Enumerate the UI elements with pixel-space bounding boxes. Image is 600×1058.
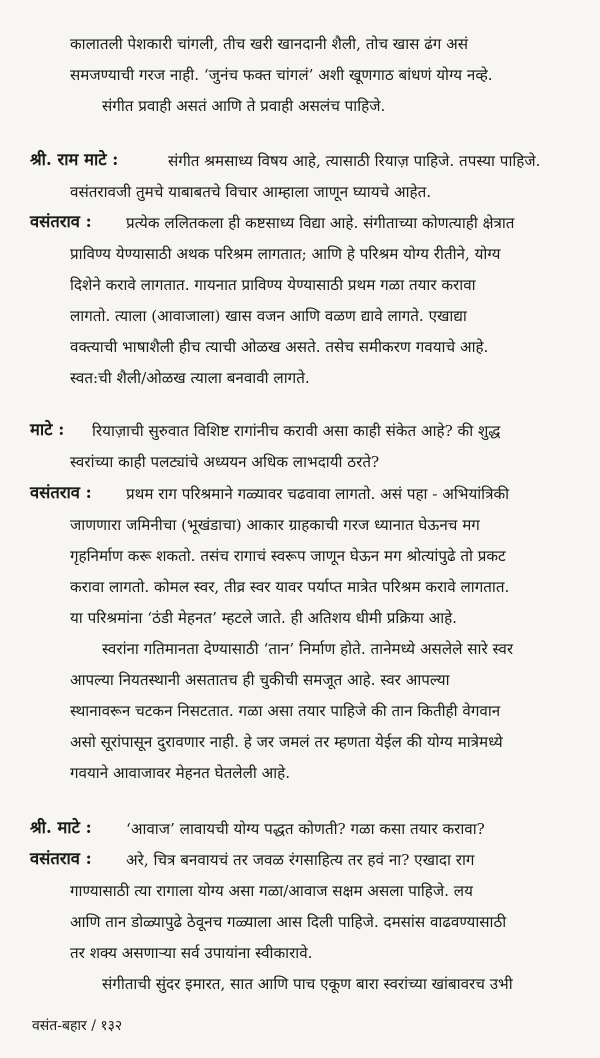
text-line: संगीत श्रमसाध्य विषय आहे, त्यासाठी रियाज़ पाहिजे. तपस्या पाहिजे. (168, 152, 541, 170)
text-line: स्वरांना गतिमानता देण्यासाठी ‘तान’ निर्माण होते. तानेमध्ये असलेले सारे स्वर (102, 640, 514, 658)
text-line: तर शक्य असणाऱ्या सर्व उपायांना स्वीकारावे. (70, 944, 313, 962)
text-line: कालातली पेशकारी चांगली, तीच खरी खानदानी शैली, तोच खास ढंग असं (70, 35, 469, 53)
text-line: दिशेने करावे लागतात. गायनात प्राविण्य येण्यासाठी प्रथम गळा तयार करावा (70, 276, 476, 294)
text-line: आणि तान डोळ्यापुढे ठेवूनच गळ्याला आस दिली पाहिजे. दमसांस वाढवण्यासाठी (70, 913, 507, 931)
text-line: ‘आवाज’ लावायची योग्य पद्धत कोणती? गळा कसा तयार करावा? (126, 820, 485, 838)
text-line: स्वरांच्या काही पलट्यांचे अध्ययन अधिक लाभदायी ठरते? (70, 453, 380, 471)
text-line: प्रथम राग परिश्रमाने गळ्यावर चढवावा लागतो. असं पहा - अभियांत्रिकी (126, 485, 510, 503)
text-line: आपल्या नियतस्थानी असतातच ही चुकीची समजूत आहे. स्वर आपल्या (70, 671, 450, 689)
text-line: लागतो. त्याला (आवाजाला) खास वजन आणि वळण द्यावे लागते. एखाद्या (70, 307, 467, 325)
speaker-name: माटे : (30, 420, 65, 439)
text-line: प्राविण्य येण्यासाठी अथक परिश्रम लागतात; आणि हे परिश्रम योग्य रीतीने, योग्य (70, 245, 501, 263)
text-line: समजण्याची गरज नाही. ‘जुनंच फक्त चांगलं’ अशी खूणगाठ बांधणं योग्य नव्हे. (70, 66, 493, 84)
text-line: अरे, चित्र बनवायचं तर जवळ रंगसाहित्य तर हवं ना? एखादा राग (126, 851, 475, 869)
text-line: स्वत:ची शैली/ओळख त्याला बनवावी लागते. (70, 369, 310, 387)
text-line: जाणणारा जमिनीचा (भूखंडाचा) आकार ग्राहकाची गरज ध्यानात घेऊनच मग (70, 516, 480, 534)
speaker-name: श्री. राम माटे : (30, 150, 119, 169)
text-line: प्रत्येक ललितकला ही कष्टसाध्य विद्या आहे. संगीताच्या कोणत्याही क्षेत्रात (126, 214, 515, 232)
text-line: वसंतरावजी तुमचे याबाबतचे विचार आम्हाला जाणून घ्यायचे आहेत. (70, 183, 432, 201)
text-line: संगीताची सुंदर इमारत, सात आणि पाच एकूण बारा स्वरांच्या खांबावरच उभी (102, 975, 513, 993)
text-line: गवयाने आवाजावर मेहनत घेतलेली आहे. (70, 764, 291, 782)
text-line: रियाज़ाची सुरुवात विशिष्ट रागांनीच करावी असा काही संकेत आहे? की शुद्ध (92, 422, 501, 440)
text-line: गाण्यासाठी त्या रागाला योग्य असा गळा/आवाज सक्षम असला पाहिजे. लय (70, 882, 473, 900)
speaker-name: वसंतराव : (30, 212, 92, 231)
text-line: करावा लागतो. कोमल स्वर, तीव्र स्वर यावर पर्याप्त मात्रेत परिश्रम करावे लागतात. (70, 578, 510, 596)
speaker-name: वसंतराव : (30, 849, 92, 868)
text-line: गृहनिर्माण करू शकतो. तसंच रागाचं स्वरूप जाणून घेऊन मग श्रोत्यांपुढे तो प्रकट (70, 547, 506, 565)
text-line: असो सूरांपासून दुरावणार नाही. हे जर जमलं तर म्हणता येईल की योग्य मात्रेमध्ये (70, 733, 503, 751)
speaker-name: श्री. माटे : (30, 818, 92, 837)
text-line: स्थानावरून चटकन निसटतात. गळा असा तयार पाहिजे की तान कितीही वेगवान (70, 702, 501, 720)
text-line: वक्त्याची भाषाशैली हीच त्याची ओळख असते. तसेच समीकरण गवयाचे आहे. (70, 338, 489, 356)
text-line: संगीत प्रवाही असतं आणि ते प्रवाही असलंच पाहिजे. (102, 97, 386, 115)
speaker-name: वसंतराव : (30, 483, 92, 502)
page-footer: वसंत-बहार / १३२ (32, 1018, 123, 1034)
text-line: या परिश्रमांना ‘ठंडी मेहनत’ म्हटले जाते. ही अतिशय धीमी प्रक्रिया आहे. (70, 609, 457, 627)
